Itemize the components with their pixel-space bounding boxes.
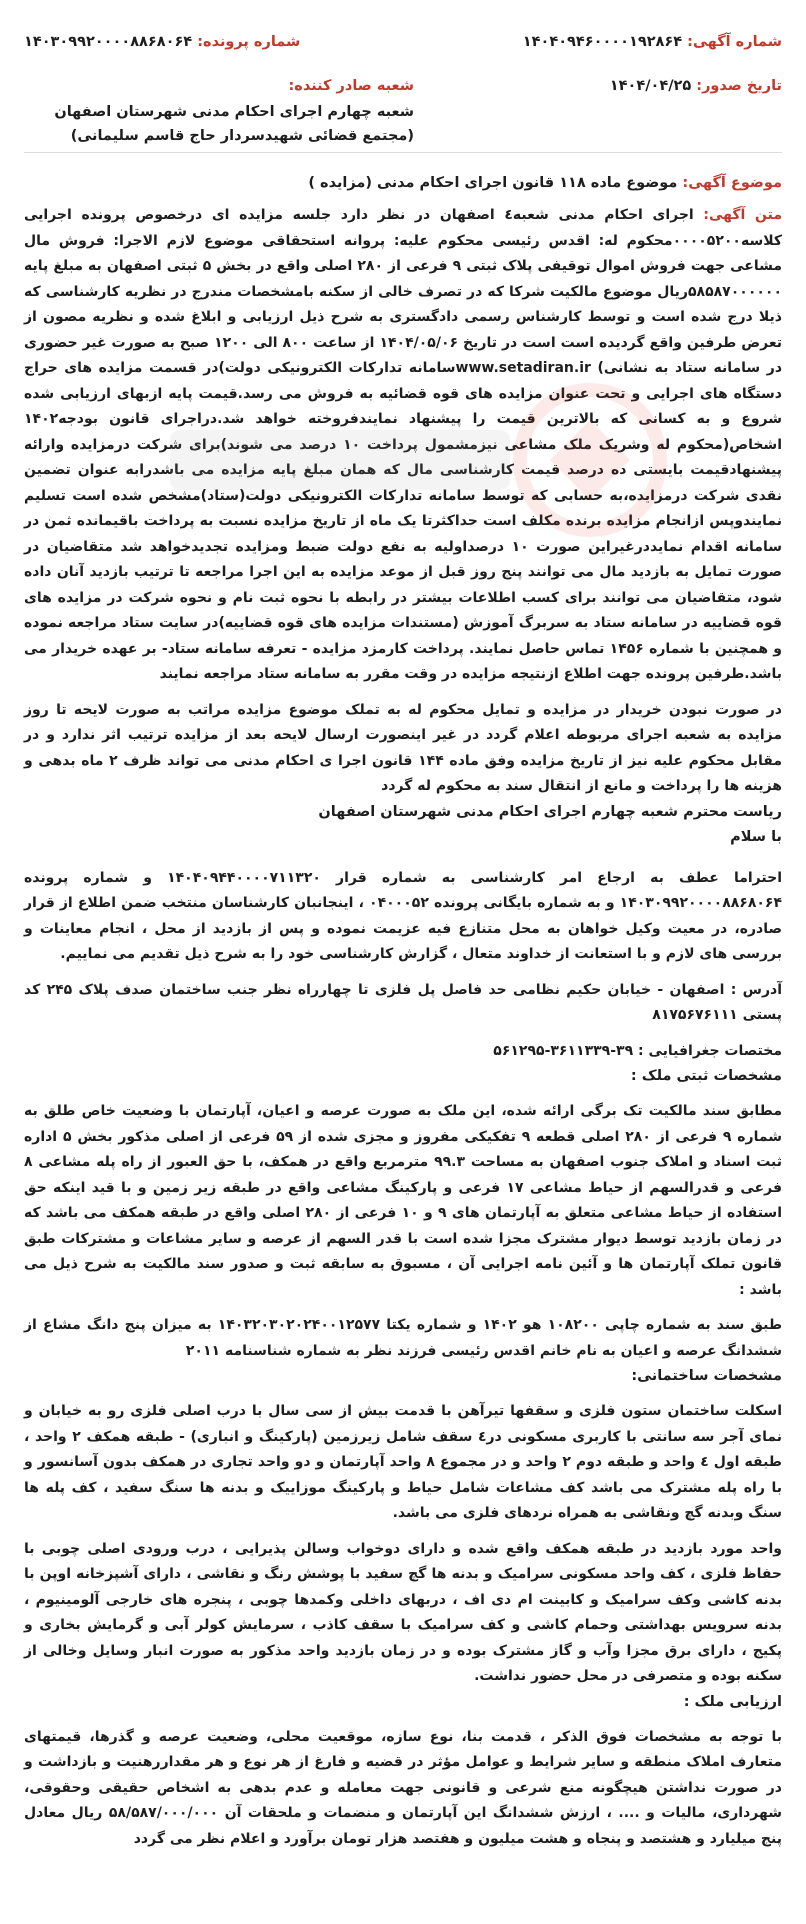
notice-header [24, 22, 782, 153]
geo-coordinates: مختصات جغرافیایی : ۳۹-۳۶۱۱۳۳۹-۵۶۱۲۹۵ [493, 1042, 782, 1059]
issue-date: ۱۴۰۴/۰۴/۲۵ [609, 78, 692, 94]
intro-paragraph: احتراما عطف به ارجاع امر کارشناسی به شماره قرار ۱۴۰۴۰۹۴۴۰۰۰۰۷۱۱۳۲۰ و شماره پرونده ۱۴۰۳۰۹۹۲۰۰۰۰۸۸۶۸۰۶۴ و به شماره بایگانی پرونده ۰۴۰۰۰۵۲ ، اینجانبان کارشناسان منتخب ضمن اطلاع از قرار صادره، در معیت وکیل خواهان به محل متنازع فیه عزیمت نموده و پس از بازدید از محل ، انجام معاینات و بررسی های لازم و با استعانت از خداوند متعال ، گزارش کارشناسی خود را به شرح ذیل تقدیم می نماییم. [24, 869, 783, 962]
notice-body [24, 203, 782, 688]
body-label: متن آگهی: [703, 207, 782, 223]
ad-number-field [523, 30, 782, 54]
valuation-heading: ارزیابی ملک : [683, 1693, 782, 1710]
issuing-branch-label: شعبه صادر کننده: [288, 78, 414, 94]
addressee: ریاست محترم شعبه چهارم اجرای احکام مدنی شهرستان اصفهان [318, 803, 782, 820]
issue-date-label: تاریخ صدور: [696, 78, 782, 94]
building-paragraph: اسکلت ساختمان ستون فلزی و سقفها تیرآهن با قدمت بیش از سی سال با درب اصلی فلزی رو به خیابان و نمای آجر سه سانتی با کاربری مسکونی در٤ سقف شامل زیرزمین (پارکینگ و انباری) - طبقه همکف ۲ واحد ، طبقه اول ٤ واحد و طبقه دوم ۲ واحد و در مجموع ۸ واحد آپارتمان و دو واحد تجاری در همکف بدون آسانسور و با راه پله مشترک می باشد کف مشاعات شامل حیاط و پارکینگ موزاییک و بدنه ها سنگ سفید ، کف پله ها سنگ وبدنه گچ ونقاشی به همراه نردهای فلزی می باشد. [24, 1403, 782, 1521]
case-number-field [24, 30, 300, 54]
issuing-branch-field [24, 74, 414, 148]
case-number-label: شماره پرونده: [197, 34, 301, 50]
notice-subject [24, 169, 782, 197]
ad-number-label: شماره آگهی: [687, 34, 782, 50]
subject-value: موضوع ماده ۱۱۸ قانون اجرای احکام مدنی (مزایده ) [308, 175, 678, 191]
property-address: آدرس : اصفهان - خیابان حکیم نظامی حد فاصل پل فلزی تا چهارراه نظر جنب ساختمان صدف پلاک ۲۴۵ کد پستی ۸۱۷۵۶۷۶۱۱۱ [24, 981, 782, 1023]
greeting: با سلام [730, 828, 782, 845]
issue-date-field [610, 74, 782, 98]
subject-label: موضوع آگهی: [682, 175, 782, 191]
case-number: ۱۴۰۳۰۹۹۲۰۰۰۰۸۸۶۸۰۶۴ [24, 34, 193, 50]
registry-heading: مشخصات ثبتی ملک : [630, 1068, 782, 1084]
building-heading: مشخصات ساختمانی: [631, 1368, 782, 1384]
deed-paragraph: طبق سند به شماره چاپی ۱۰۸۲۰۰ هو ۱۴۰۲ و شماره یکتا ۱۴۰۳۲۰۳۰۲۰۲۴۰۰۱۲۵۷۷ به میزان پنج دانگ مشاع از ششدانگ عرصه و اعیان به نام خانم اقدس رئیسی فرزند نظر به شماره شناسنامه ۲۰۱۱ [24, 1317, 783, 1359]
unit-paragraph: واحد مورد بازدید در طبقه همکف واقع شده و دارای دوخواب وسالن پذیرایی ، درب ورودی اصلی چوبی با حفاظ فلزی ، کف واحد مسکونی سرامیک و بدنه ها گچ سفید با پوشش رنگ و نقاشی ، دارای آشپزخانه اوپن با بدنه کاشی وکف سرامیک و کابینت ام دی اف ، دربهای داخلی وکمدها چوبی ، پنجره های خارجی آلومینیوم ، بدنه سرویس بهداشتی وحمام کاشی و کف سرامیک با سقف کاذب ، سرمایش کولر آبی و گرمایش بخاری و پکیج ، دارای برق مجزا وآب و گاز مشترک بوده و در زمان بازدید واحد مذکور به صورت انبار وسایل وخالی از سکنه بوده و متصرفی در محل حضور نداشت. [24, 1540, 782, 1684]
no-buyer-paragraph: در صورت نبودن خریدار در مزایده و تمایل محکوم له به تملک موضوع مزایده مراتب به صورت لایحه تا روز مزایده به شعبه اجرای مربوطه اعلام گردد در غیر اینصورت ارسال لایحه بعد از مزایده ترتیب اثر ندارد و در مقابل محکوم علیه نیز از تاریخ مزایده وفق ماده ۱۴۴ قانون اجرا ی احکام مدنی می تواند ظرف ۲ ماه بدهی و هزینه ها را پرداخت و مانع از انتقال سند به محکوم له گردد [24, 701, 782, 794]
body-main-text: اجرای احکام مدنی شعبه٤ اصفهان در نظر دارد جلسه مزایده ای درخصوص پرونده اجرایی کلاسه۰۰۰۰۵۲۰۰محکوم له: اقدس رئیسی محکوم علیه: پروانه استحقاقی موضوع لازم الاجرا: فروش مال مشاعی جهت فروش اموال توقیفی پلاک ثبتی ۹ فرعی از ۲۸۰ اصلی واقع در بخش ۵ ثبتی اصفهان به مبلغ پایه ۵۸۵۸۷۰۰۰۰۰۰ریال موضوع مالکیت شرکا که در تصرف خالی از سکنه بامشخصات مندرج در نظریه کارشناسی که ذیلا درج شده است و توسط کارشناس رسمی دادگستری به شرح ذیل ارزیابی و ابلاغ شده و نظریه مصون از تعرض طرفین واقع گردیده است است در تاریخ ۱۴۰۴/۰۵/۰۶ از ساعت ۸۰۰ الی ۱۲۰۰ صبح به صورت غیر حضوری در سامانه ستاد به نشانی) www.setadiran.irسامانه تدارکات الکترونیکی دولت)در قسمت مزایده های حراج دستگاه های اجرایی و تحت عنوان مزایده های قوه قضائیه به فروش می رسد.قیمت پایه ازبهای ارزیابی شده شروع و به کسانی که بالاترین قیمت را پیشنهاد نمایندفروخته خواهد شد.دراجرای قانون بودجه۱۴۰۲ اشخاص(محکوم له وشریک ملک مشاعی نیزمشمول پرداخت ۱۰ درصد می شوند)برای شرکت درمزایده وارائه پیشنهادقیمت بایستی ده درصد قیمت کارشناسی مال که همان مبلغ پایه مزایده می باشدرابه عنوان تضمین نقدی شرکت درمزایده،به حسابی که توسط سامانه تدارکات الکترونیکی دولت(ستاد)مشخص شده است تسلیم نمایندوپس ازانجام مزایده برنده مکلف است حداکثرتا یک ماه از تاریخ مزایده نسبت به پرداخت باقیمانده ثمن در سامانه اقدام نمایددرغیراین صورت ۱۰ درصداولیه به نفع دولت ضبط ومزایده تجدیدخواهد شد متقاضیان در صورت تمایل به بازدید مال می توانند پنج روز قبل از موعد مزایده به این اجرا مراجعه تا ترتیب بازدید آنان داده شود، متقاضیان می توانند برای کسب اطلاعات بیشتر در رابطه با نحوه ثبت نام و نحوه شرکت در مزایده های قوه قضاییه در سامانه ستاد به سربرگ آموزش (مستندات مزایده های قوه قضاییه)در سایت ستاد مراجعه نموده و همچنین با شماره ۱۴۵۶ تماس حاصل نمایند. پرداخت کارمزد مزایده - تعرفه سامانه ستاد- بر عهده خریدار می باشد.طرفین پرونده جهت اطلاع ازنتیجه مزایده در وقت مقرر به سامانه ستاد مراجعه نمایند [24, 207, 783, 682]
valuation-paragraph: با توجه به مشخصات فوق الذکر ، قدمت بنا، نوع سازه، موقعیت محلی، وضعیت عرصه و گذرها، قیمتهای متعارف املاک منطقه و سایر شرایط و عوامل مؤثر در قضیه و فارغ از هر نوع و هر مقداررهنیت و بازداشت و در صورت نداشتن هیچگونه منع شرعی و قانونی جهت معامله و عدم بدهی به اشخاص حقیقی وحقوقی، شهرداری، مالیات و .... ، ارزش ششدانگ این آپارتمان و منضمات و ملحقات آن ۵۸/۵۸۷/۰۰۰/۰۰۰ ریال معادل پنج میلیارد و هشتصد و پنجاه و هشت میلیون و هفتصد هزار تومان برآورد و اعلام نظر می گردد [24, 1728, 782, 1847]
registry-paragraph: مطابق سند مالکیت تک برگی ارائه شده، این ملک به صورت عرصه و اعیان، آپارتمان با وضعیت خاص طلق به شماره ۹ فرعی از ۲۸۰ اصلی قطعه ۹ تفکیکی مفروز و مجزی شده از ۵۹ فرعی از اصلی مذکور بخش ۵ اداره ثبت اسناد و املاک جنوب اصفهان به مساحت ۹۹.۳ مترمربع واقع در همکف، با حق العبور از راه پله مشاعی ۸ فرعی و قدرالسهم از حیاط مشاعی ۱۷ فرعی و پارکینگ مشاعی واقع در طبقه زیر زمین و با قید اینکه حق استفاده از حیاط مشاعی متعلق به آپارتمان های ۹ و ۱۰ فرعی از ۲۸۰ اصلی واقع در طبقه همکف می باشد که در زمان بازدید توسط دیوار مشترک مجزا شده است با قدر السهم از عرصه و سایر مشاعات و مشترکات طبق قانون تملک آپارتمان ها و آئین نامه اجرایی آن ، مسبوق به سابقه ثبت و صدور سند مالکیت به شرح ذیل می باشد : [24, 1103, 783, 1298]
issuing-branch: شعبه چهارم اجرای احکام مدنی شهرستان اصفهان (مجتمع قضائی شهیدسردار حاج قاسم سلیمانی) [54, 104, 414, 144]
ad-number: ۱۴۰۴۰۹۴۶۰۰۰۰۱۹۲۸۶۴ [522, 34, 683, 50]
